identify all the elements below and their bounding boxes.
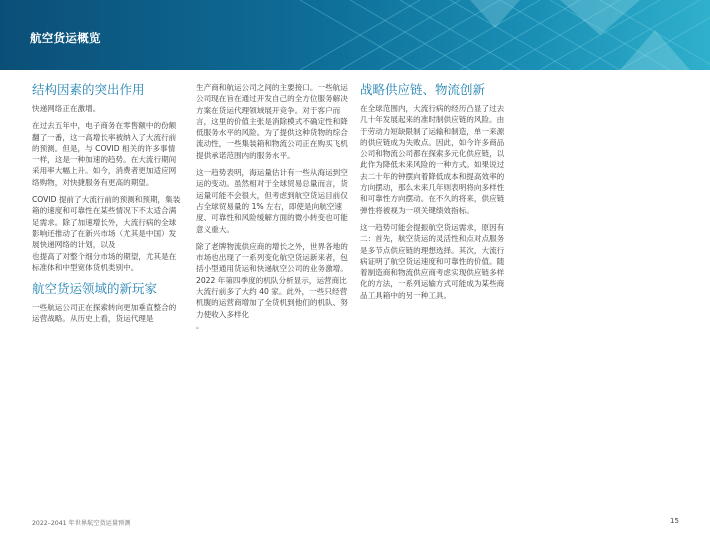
- paragraph: 提供承诺范围内的服务水平。: [196, 150, 295, 160]
- paragraph: 一些航运公司正在探索转向更加垂直整合的运营战略。从历史上看，货运代理是: [32, 303, 177, 324]
- paragraph: 在全球范围内，大流行病的经历凸显了过去几十年发展起来的准时制供应链的风险。由于劳动力短缺限制了运输和制造，单一来源的供应链成为失败点。因此，如今许多商品公司和物流公司都在探索多元化供应链，以此作为降低未来风险的一种方式。如果说过去二十年的钟摆向着降低成本和提高效率的方向摆动，那么未来几年则表明将向多样性和可靠性方向摆动。在不久的将来，供应链弹性将被视为一项关键绩效指标。: [360, 104, 505, 215]
- section-heading-supply-chain: 战略供应链、物流创新: [360, 82, 486, 97]
- column-1: [32, 82, 182, 331]
- footer-title: 2022–2041 年世界航空货运量预测: [32, 520, 131, 527]
- paragraph: 生产商和航运公司之间的主要接口。一些航运公司现在旨在通过开发自己的全方位服务解决方案在货运代理领域展开竞争。对于客户而言，这里的价值主张是消除模式不确定性和降低服务水平的风险。为了提供这种货物的综合流动性，一些集装箱和物流公司正在购买飞机: [196, 83, 348, 149]
- paragraph: 快递网络正在激增。: [32, 104, 101, 113]
- paragraph: 这一趋势表明，海运量估计有一些从海运到空运的变动。虽然相对于全球贸易总量而言，货运量可能不会很大，但考虑到航空货运目前仅占全球贸易量的 1% 左右，即使是向航空速度、可靠性和风险缓解方面的微小转变也可能意义重大。: [196, 168, 348, 234]
- header-banner: [0, 0, 710, 70]
- paragraph: 除了老牌物流供应商的增长之外，世界各地的市场也出现了一系列变化航空货运新来者，包括小型通用货运和快递航空公司的业务激增。 2022 年第四季度的机队分析显示，运营商比大流行前多了大约 40 家。此外，一些只经营机腹的运营商增加了全货机到他们的机队、努力使收入多样化: [196, 241, 348, 319]
- banner-pattern: [0, 0, 710, 70]
- section-heading-structural-factors: 结构因素的突出作用: [32, 82, 145, 97]
- paragraph: 这一趋势可能会提振航空货运需求，原因有二：首先，航空货运的灵活性和点对点服务是多节点供应链的理想选择。其次，大流行病证明了航空货运速度和可靠性的价值。随着制造商和物流供应商考虑实现供应链多样化的方法，一系列运输方式可能成为某些商品工具箱中的另一种工具。: [360, 222, 505, 300]
- paragraph: 在过去五年中，电子商务在零售额中的份额翻了一番，这一高增长率被纳入了大流行前的预测。但是，与 COVID 相关的许多事情一样，这是一种加速的趋势。在大流行期间采用率大幅上升。如今，消费者更加适应网络购物，对快捷服务有更高的期望。: [32, 121, 177, 187]
- column-2: [196, 82, 348, 337]
- column-3: [360, 82, 510, 307]
- paragraph: COVID 提前了大流行前的预测和预期，集装箱的速度和可靠性在某些情况下不太适合满足需求。除了加速增长外，大流行病的全球影响还推动了在新兴市场（尤其是中国）发展快递网络的计划，以及: [32, 195, 181, 250]
- paragraph: 也提高了对整个细分市场的期望，尤其是在标准体和中型宽体货机类别中。: [32, 251, 177, 272]
- page-title: 航空货运概览: [30, 31, 101, 45]
- page-number: 15: [670, 517, 679, 525]
- paragraph: 。: [196, 320, 204, 330]
- section-heading-new-players: 航空货运领域的新玩家: [32, 281, 158, 297]
